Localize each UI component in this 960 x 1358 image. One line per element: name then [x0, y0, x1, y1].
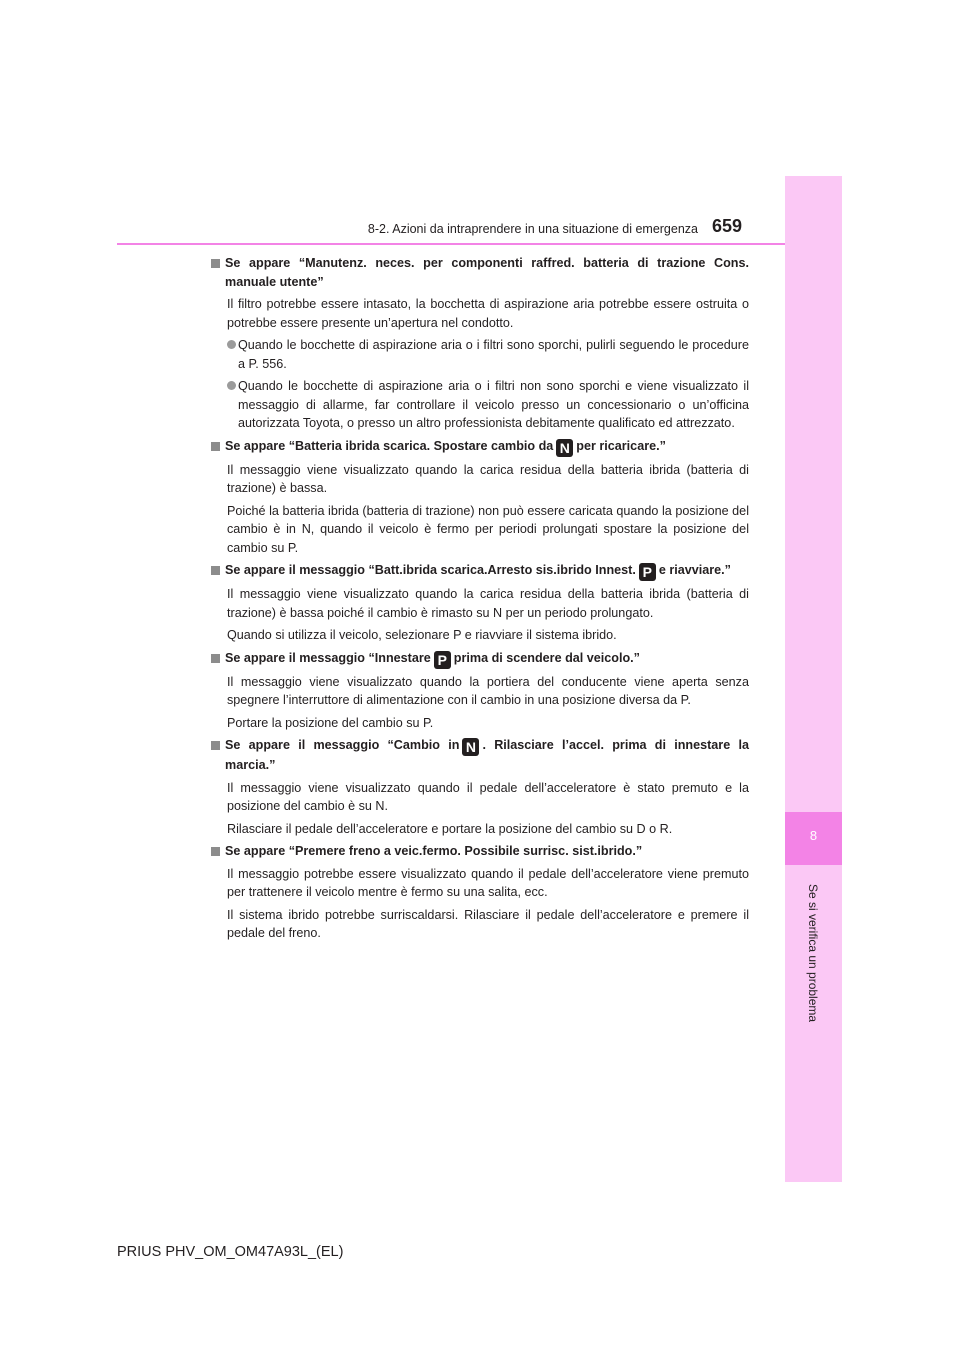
heading-text: Se appare il messaggio “Cambio in	[225, 738, 460, 752]
paragraph: Quando si utilizza il veicolo, selezionare P e riavviare il sistema ibrido.	[227, 628, 617, 642]
section-heading-engage-p	[209, 649, 749, 669]
header-rule	[117, 243, 785, 245]
section-title: 8-2. Azioni da intraprendere in una situazione di emergenza	[367, 222, 698, 236]
paragraph: Poiché la batteria ibrida (batteria di trazione) non può essere caricata quando la posizione del cambio è in N, quando il veicolo è fermo per periodi prolungati spostare la posizione del cambio su P.	[227, 503, 749, 555]
shift-p-icon: P	[434, 651, 451, 669]
paragraph: Il filtro potrebbe essere intasato, la bocchetta di aspirazione aria potrebbe essere ostruita o potrebbe essere presente un’apertura nel condotto.	[227, 297, 749, 330]
heading-text: e riavviare.”	[658, 563, 731, 577]
document-code: PRIUS PHV_OM_OM47A93L_(EL)	[117, 1244, 344, 1260]
shift-n-icon: N	[556, 439, 573, 457]
heading-text: per ricaricare.”	[576, 438, 666, 453]
paragraph: Il messaggio viene visualizzato quando la portiera del conducente viene aperta senza spegnere l’interruttore di alimentazione con il cambio in una posizione diversa da P.	[227, 674, 749, 707]
chapter-title: Se si verifica un problema	[806, 884, 820, 1023]
paragraph: Il messaggio potrebbe essere visualizzato quando il pedale dell’acceleratore viene premuto per trattenere il veicolo mentre è fermo su una salita, ecc.	[227, 866, 749, 899]
heading-text: Se appare il messaggio “Batt.ibrida scarica.Arresto sis.ibrido Innest.	[225, 563, 636, 577]
paragraph: Rilasciare il pedale dell’acceleratore e portare la posizione del cambio su D o R.	[227, 821, 673, 836]
section-heading-battery-stop	[209, 561, 749, 581]
paragraph: Il messaggio viene visualizzato quando la carica residua della batteria ibrida (batteria di trazione) è bassa poiché il cambio è rimasto su N per un periodo prolungato.	[227, 587, 749, 620]
bullet-item: Quando le bocchette di aspirazione aria o i filtri sono sporchi, pulirli seguendo le procedure a P. 556.	[227, 336, 749, 373]
heading-text: Se appare il messaggio “Innestare	[225, 650, 431, 665]
paragraph: Il sistema ibrido potrebbe surriscaldarsi. Rilasciare il pedale dell’acceleratore e premere il pedale del freno.	[227, 907, 749, 940]
shift-p-icon: P	[639, 563, 656, 581]
heading-text: Se appare “Batteria ibrida scarica. Spostare cambio da	[225, 438, 554, 453]
shift-n-icon: N	[462, 738, 479, 756]
section-heading-brake: Se appare “Premere freno a veic.fermo. Possibile surrisc. sist.ibrido.”	[209, 842, 749, 861]
heading-text: prima di scendere dal veicolo.”	[453, 650, 640, 665]
page-content	[209, 254, 749, 947]
paragraph: Il messaggio viene visualizzato quando la carica residua della batteria ibrida (batteria di trazione) è bassa.	[227, 462, 749, 495]
page-number: 659	[712, 216, 743, 236]
heading-text: . Rilasciare l’accel. prima di innestare la marcia.”	[225, 738, 749, 772]
chapter-number: 8	[809, 828, 818, 843]
paragraph: Il messaggio viene visualizzato quando il pedale dell’acceleratore è stato premuto e la posizione del cambio è su N.	[227, 780, 749, 813]
section-heading-maintenance: Se appare “Manutenz. neces. per componenti raffred. batteria di trazione Cons. manuale utente”	[209, 254, 749, 291]
paragraph: Portare la posizione del cambio su P.	[227, 715, 434, 730]
bullet-item: Quando le bocchette di aspirazione aria o i filtri non sono sporchi e viene visualizzato il messaggio di allarme, far controllare il veicolo presso un concessionario o un’officina autorizzata Toyota, o presso un altro professionista debitamente qualificato ed attrezzato.	[227, 377, 749, 433]
section-heading-battery-low	[209, 437, 749, 457]
section-heading-shift-n	[209, 736, 749, 775]
